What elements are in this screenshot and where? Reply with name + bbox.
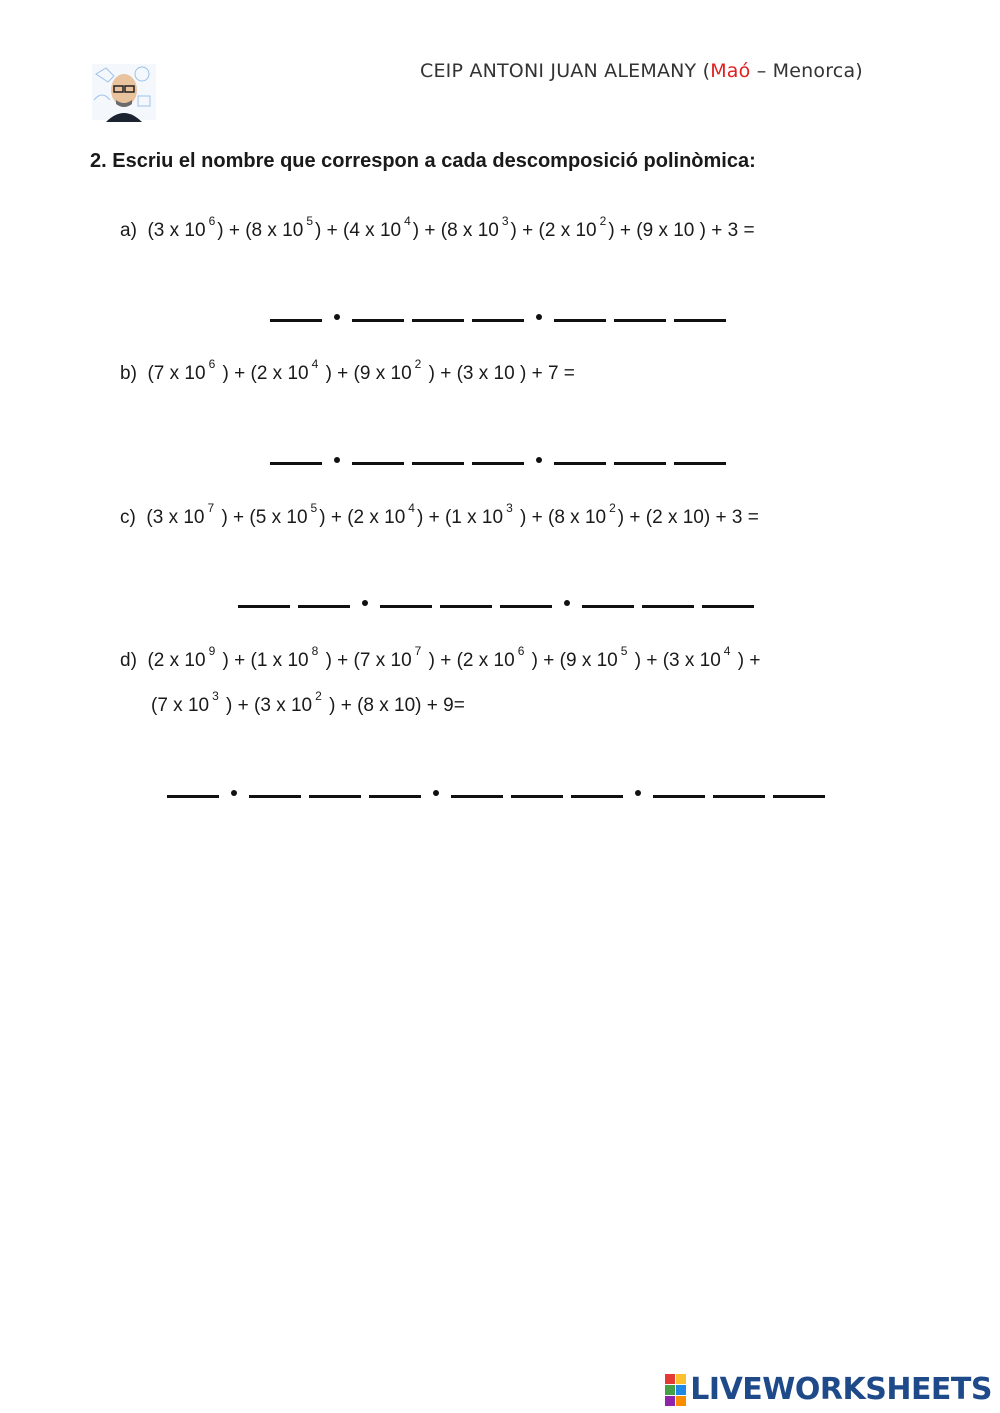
answer-digit-blank[interactable] [614,305,666,322]
item-d-expression-line2 [151,689,465,717]
item-b-term: ) + (2 x 10 [217,363,309,384]
item-b-term: ) + (9 x 10 [320,363,412,384]
item-a-exponent: 2 [599,214,607,228]
item-d-expression [120,644,761,672]
item-d-exponent: 4 [723,644,731,658]
item-d-term: ) + (2 x 10 [423,650,515,671]
item-d-term: (7 x 10 [151,695,210,716]
thousands-separator-dot [334,457,340,463]
item-a-exponent: 6 [208,214,216,228]
item-c-exponent: 7 [207,501,215,515]
item-c-term: (3 x 10 [146,507,205,528]
item-a-answer-row [266,305,730,328]
item-a-exponent: 5 [306,214,314,228]
item-c-term: ) + (2 x 10) + 3 = [617,507,759,528]
item-d-exponent: 9 [208,644,216,658]
answer-digit-blank[interactable] [674,448,726,465]
answer-digit-blank[interactable] [674,305,726,322]
island-name: – Menorca) [750,60,863,82]
answer-digit-blank[interactable] [298,591,350,608]
item-b-term: ) + (3 x 10 ) + 7 = [423,363,575,384]
thousands-separator-dot [635,790,641,796]
thousands-separator-dot [433,790,439,796]
answer-digit-blank[interactable] [773,781,825,798]
item-a-term: ) + (4 x 10 [315,220,402,241]
item-d-exponent: 3 [212,689,219,703]
thousands-separator-dot [334,314,340,320]
item-b-term: (7 x 10 [147,363,206,384]
item-d-label: d) [120,650,137,671]
item-d-term: (2 x 10 [147,650,206,671]
answer-digit-blank[interactable] [713,781,765,798]
liveworksheets-logo-icon [665,1374,686,1406]
answer-digit-blank[interactable] [238,591,290,608]
item-d-term: ) + (3 x 10 [629,650,721,671]
item-a-term: (3 x 10 [147,220,206,241]
answer-digit-blank[interactable] [412,448,464,465]
exercise-title: 2. Escriu el nombre que correspon a cada descomposició polinòmica: [90,150,756,172]
item-d-exponent: 2 [315,689,322,703]
item-d-exponent: 8 [311,644,319,658]
item-c-exponent: 3 [506,501,513,515]
answer-digit-blank[interactable] [369,781,421,798]
answer-digit-blank[interactable] [270,448,322,465]
item-c-exponent: 2 [609,501,616,515]
answer-digit-blank[interactable] [167,781,219,798]
item-c-answer-row [234,591,758,614]
item-a-term: ) + (2 x 10 [510,220,597,241]
liveworksheets-brand [665,1372,992,1407]
item-b-exponent: 6 [208,357,216,371]
answer-digit-blank[interactable] [309,781,361,798]
item-d-term: ) + [732,650,761,671]
answer-digit-blank[interactable] [554,448,606,465]
item-a-term: ) + (8 x 10 [412,220,499,241]
answer-digit-blank[interactable] [472,448,524,465]
item-a-expression [120,214,755,242]
thousands-separator-dot [536,314,542,320]
answer-digit-blank[interactable] [472,305,524,322]
thousands-separator-dot [231,790,237,796]
item-c-term: ) + (5 x 10 [216,507,308,528]
item-a-exponent: 3 [501,214,509,228]
answer-digit-blank[interactable] [571,781,623,798]
school-header [420,60,863,82]
item-a-term: ) + (8 x 10 [217,220,304,241]
answer-digit-blank[interactable] [653,781,705,798]
item-b-label: b) [120,363,137,384]
thousands-separator-dot [362,600,368,606]
thousands-separator-dot [564,600,570,606]
answer-digit-blank[interactable] [249,781,301,798]
answer-digit-blank[interactable] [412,305,464,322]
answer-digit-blank[interactable] [352,305,404,322]
item-d-exponent: 7 [414,644,422,658]
item-d-answer-row [163,781,829,804]
answer-digit-blank[interactable] [451,781,503,798]
item-d-term: ) + (7 x 10 [320,650,412,671]
item-c-exponent: 5 [310,501,318,515]
city-name: Maó [710,60,751,82]
item-d-term: ) + (9 x 10 [526,650,618,671]
answer-digit-blank[interactable] [642,591,694,608]
answer-digit-blank[interactable] [270,305,322,322]
item-b-answer-row [266,448,730,471]
item-d-term: ) + (8 x 10) + 9= [323,695,465,716]
thousands-separator-dot [536,457,542,463]
item-c-term: ) + (2 x 10 [319,507,406,528]
item-a-term: ) + (9 x 10 ) + 3 = [608,220,755,241]
item-d-term: ) + (3 x 10 [220,695,313,716]
answer-digit-blank[interactable] [511,781,563,798]
school-name: CEIP ANTONI JUAN ALEMANY ( [420,60,711,82]
answer-digit-blank[interactable] [554,305,606,322]
teacher-avatar-logo [88,60,160,124]
item-c-term: ) + (1 x 10 [416,507,504,528]
item-c-term: ) + (8 x 10 [514,507,607,528]
item-b-expression [120,357,575,385]
answer-digit-blank[interactable] [380,591,432,608]
answer-digit-blank[interactable] [702,591,754,608]
answer-digit-blank[interactable] [582,591,634,608]
answer-digit-blank[interactable] [440,591,492,608]
item-d-term: ) + (1 x 10 [217,650,309,671]
brand-text: LIVEWORKSHEETS [690,1372,992,1407]
item-c-exponent: 4 [408,501,415,515]
item-b-exponent: 4 [311,357,319,371]
item-b-exponent: 2 [414,357,422,371]
item-a-label: a) [120,220,137,241]
answer-digit-blank[interactable] [352,448,404,465]
item-c-expression [120,501,759,529]
item-c-label: c) [120,507,136,528]
item-a-exponent: 4 [404,214,411,228]
item-d-exponent: 6 [517,644,525,658]
answer-digit-blank[interactable] [500,591,552,608]
item-d-exponent: 5 [620,644,628,658]
answer-digit-blank[interactable] [614,448,666,465]
